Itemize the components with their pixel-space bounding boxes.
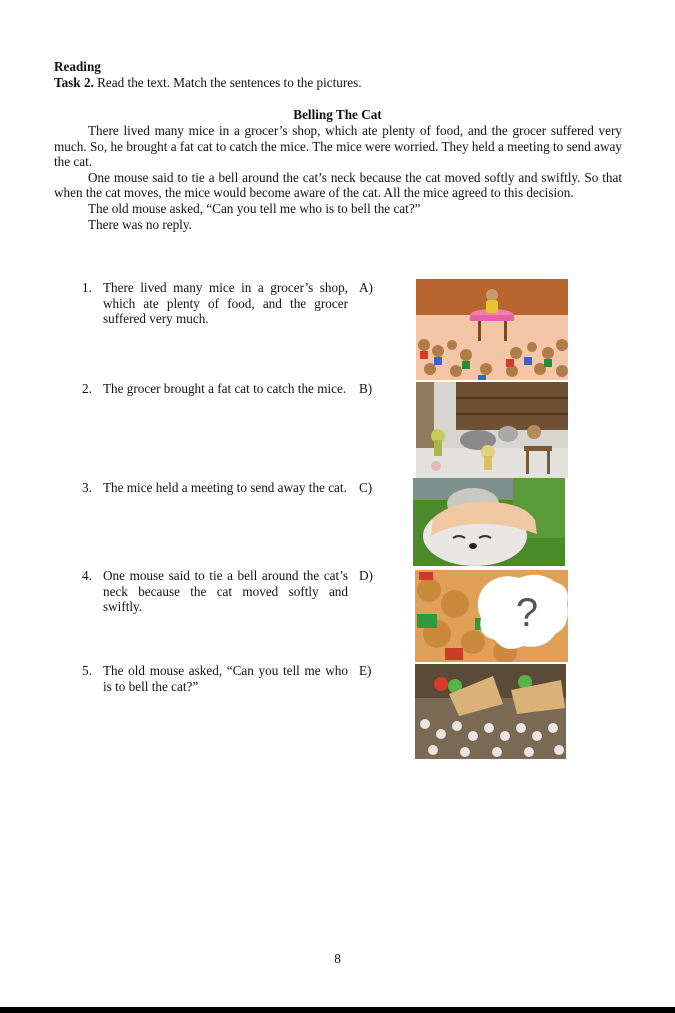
option-letter: A) [359, 280, 373, 295]
story-paragraph: One mouse said to tie a bell around the cat’s neck because the cat moved softly and swiftly. So that when the cat moves, the mice would become aware of the cat. All the mice agreed to this decision. [54, 169, 622, 201]
sentence-text: There lived many mice in a grocer’s shop, which ate plenty of food, and the grocer suffered very much. [103, 280, 348, 327]
fat-cat-picture [413, 478, 565, 566]
sentence-text: The grocer brought a fat cat to catch the mice. [103, 381, 347, 396]
sentence-item [82, 480, 348, 496]
option-letter: E) [359, 663, 372, 678]
option-letter: D) [359, 568, 373, 583]
story-paragraph: There was no reply. [88, 216, 192, 232]
mice-question-picture [415, 570, 568, 662]
sentence-number: 2. [82, 381, 92, 396]
task-text: Read the text. Match the sentences to the pictures. [97, 75, 362, 90]
sentence-item [82, 280, 348, 327]
story-paragraph: There lived many mice in a grocer’s shop, which ate plenty of food, and the grocer suffered very much. So, he brought a fat cat to catch the mice. The mice were worried. They held a meeting to send away the cat. [54, 123, 622, 170]
question-mark-icon: ? [515, 591, 539, 635]
sentence-item [82, 381, 348, 397]
sentence-text: One mouse said to tie a bell around the cat’s neck because the cat moved softly and swiftly. [103, 568, 348, 615]
sentence-text: The mice held a meeting to send away the cat. [103, 480, 347, 495]
page-number: 8 [334, 951, 341, 966]
page-bottom-border [0, 1007, 675, 1013]
sentence-number: 4. [82, 568, 92, 583]
mice-eating-picture [415, 664, 566, 759]
task-label: Task 2. [54, 75, 94, 90]
sentence-number: 3. [82, 480, 92, 495]
sentence-text: The old mouse asked, “Can you tell me who is to bell the cat?” [103, 663, 348, 694]
task-instruction [54, 75, 362, 91]
story-text [54, 123, 622, 232]
story-title: Belling The Cat [293, 107, 382, 122]
option-letter: C) [359, 480, 373, 495]
mice-in-shop-picture [416, 382, 568, 478]
mice-meeting-picture [416, 279, 568, 380]
sentence-number: 1. [82, 280, 92, 295]
sentence-item [82, 663, 348, 694]
sentence-item [82, 568, 348, 615]
story-paragraph: The old mouse asked, “Can you tell me who is to bell the cat?” [88, 200, 421, 216]
section-title: Reading [54, 59, 101, 74]
option-letter: B) [359, 381, 373, 396]
sentence-number: 5. [82, 663, 92, 678]
